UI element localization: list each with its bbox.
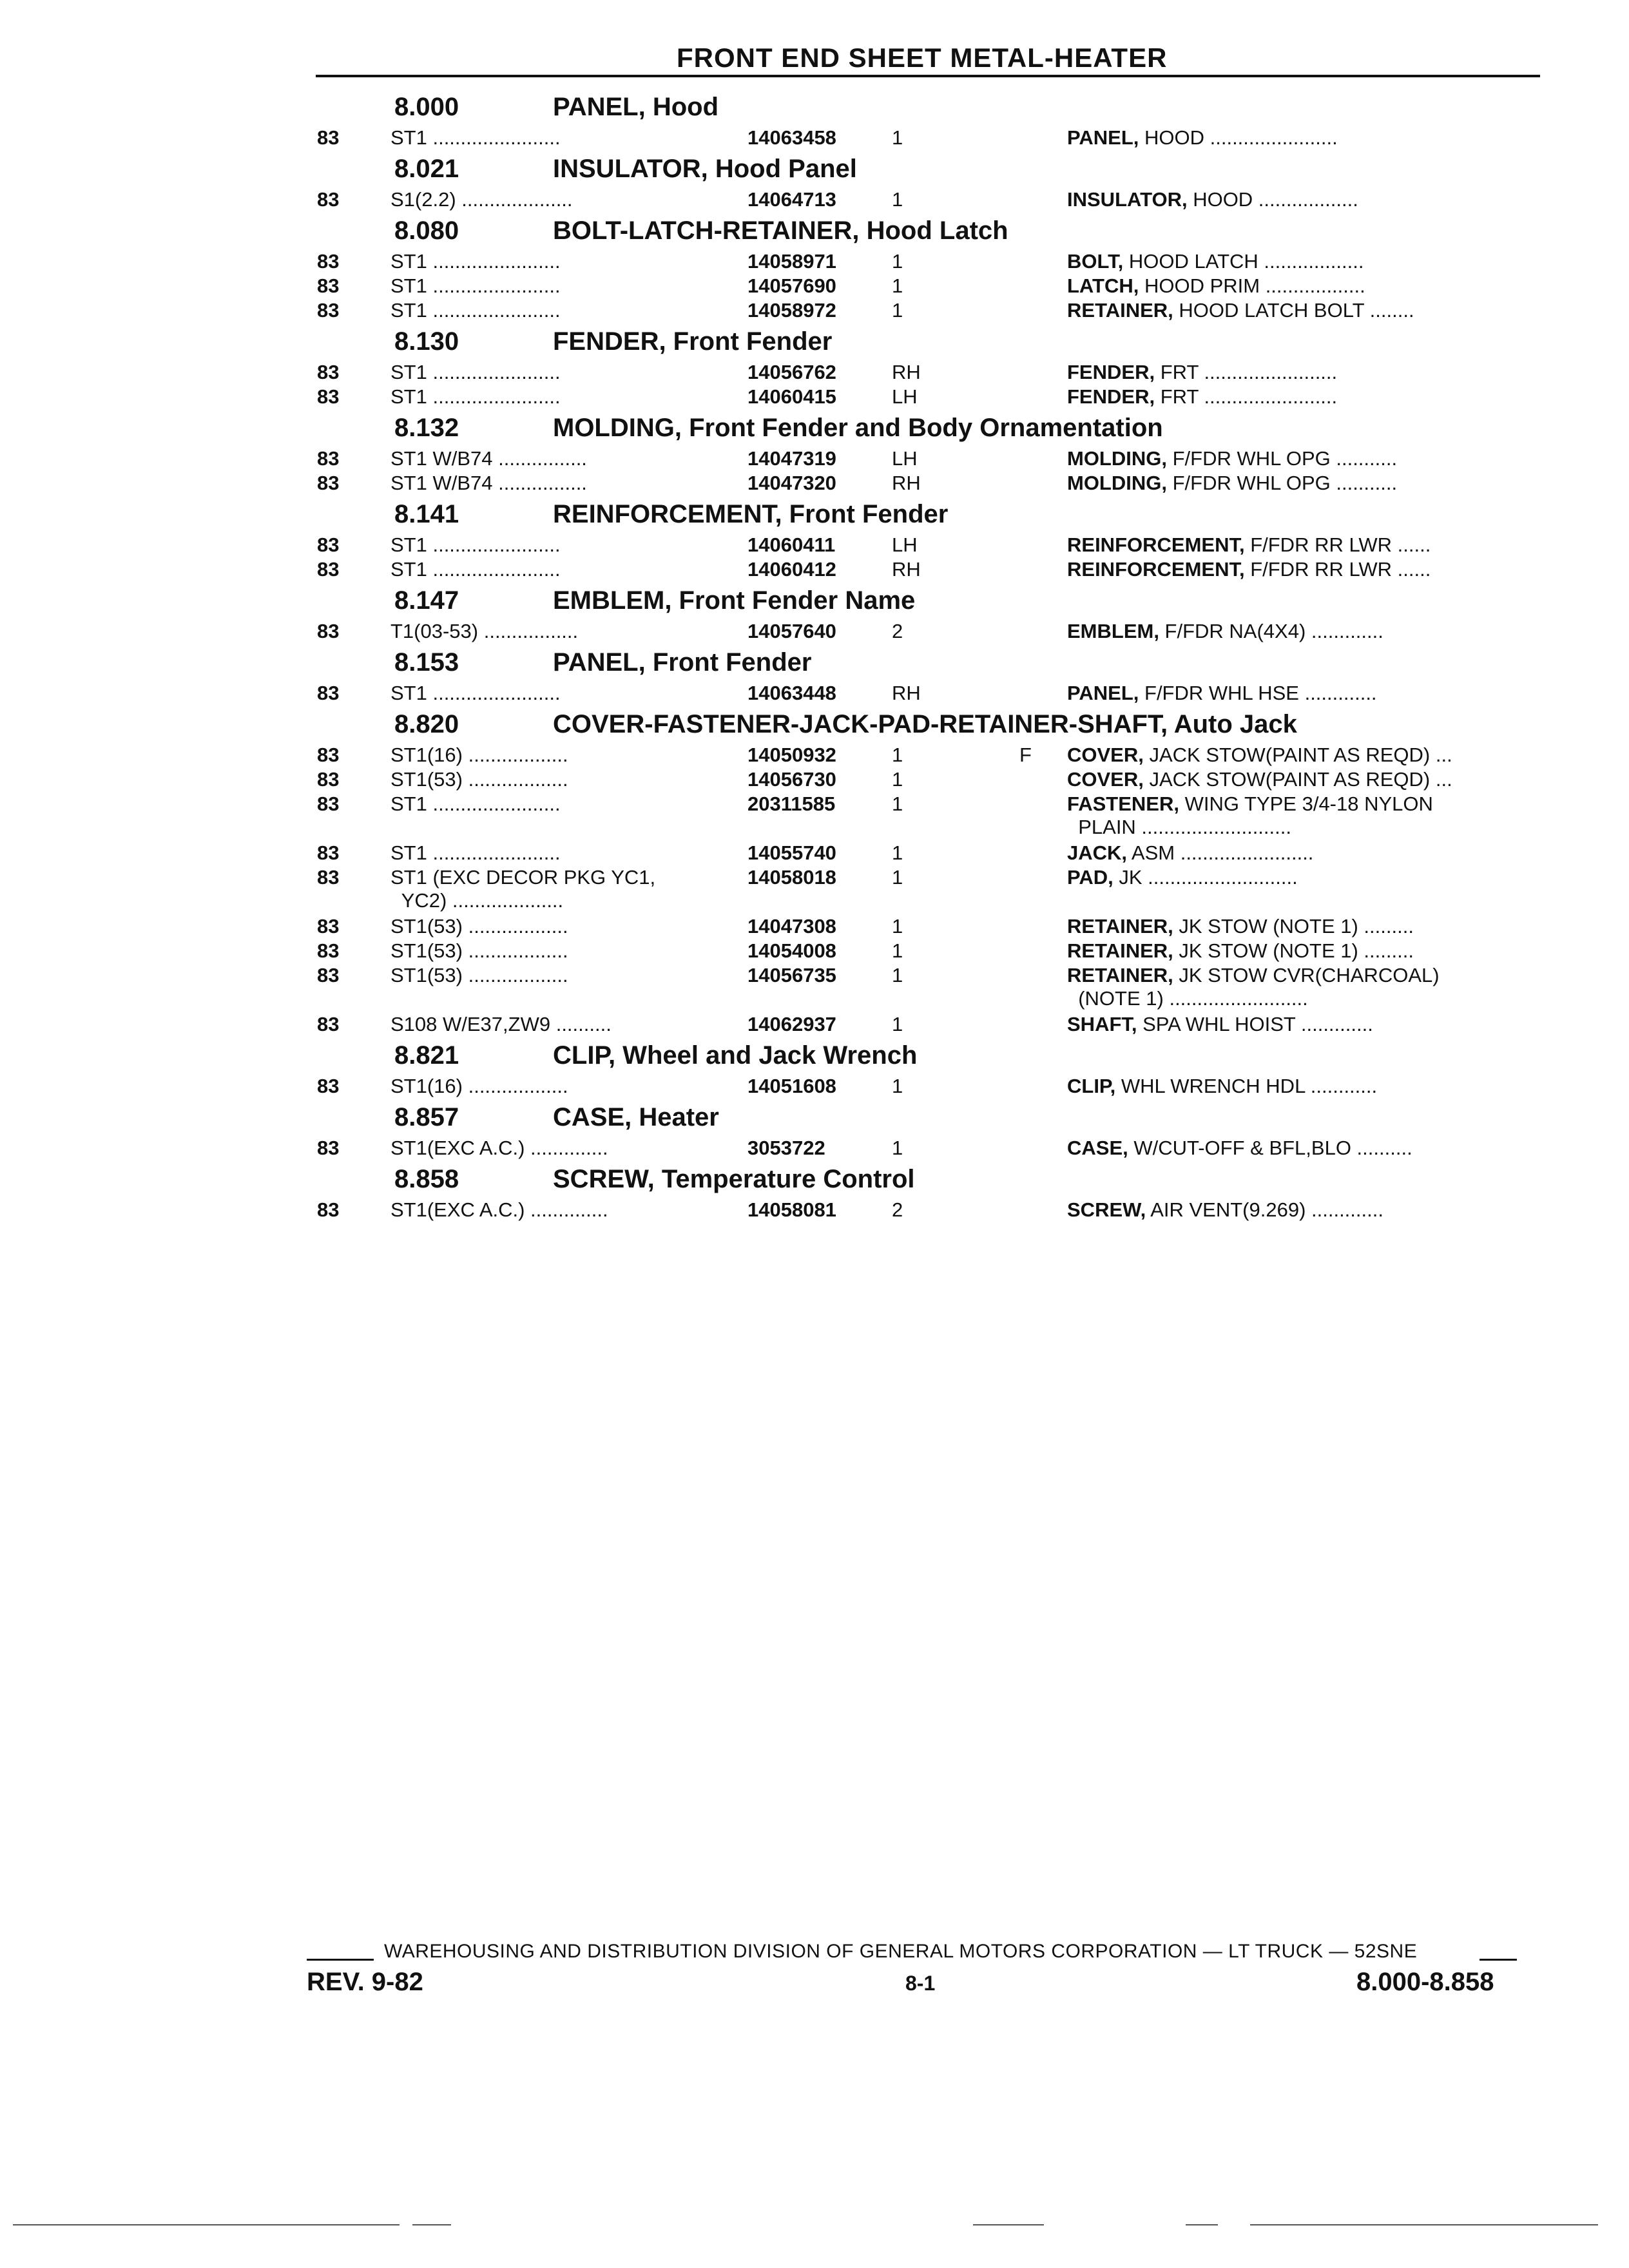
footer-rule-left <box>307 1959 374 1961</box>
description-detail: JK ........................... <box>1113 866 1298 889</box>
description-noun: PANEL, <box>1067 126 1139 149</box>
part-number: 14063448 <box>747 682 836 704</box>
description-detail: F/FDR WHL HSE ............. <box>1139 682 1377 704</box>
catalog-section <box>0 1036 1629 1098</box>
description-noun: SCREW, <box>1067 1198 1146 1221</box>
part-number: 14060412 <box>747 558 836 581</box>
header-rule <box>316 75 1540 77</box>
section-heading <box>0 88 1629 125</box>
quantity: 2 <box>892 620 903 642</box>
description-noun: FENDER, <box>1067 385 1155 408</box>
parts-row <box>0 298 1629 322</box>
part-description <box>1067 866 1531 889</box>
part-description <box>1067 1137 1531 1160</box>
quantity: 1 <box>892 964 903 986</box>
usage-code: ST1 ....................... <box>390 533 561 556</box>
catalog-section <box>0 149 1629 211</box>
part-number: 14050932 <box>747 744 836 766</box>
parts-row <box>0 767 1629 791</box>
model-year: 83 <box>317 1013 340 1035</box>
section-title: EMBLEM, Front Fender Name <box>553 586 916 615</box>
description-noun: MOLDING, <box>1067 472 1167 494</box>
quantity: 1 <box>892 1137 903 1159</box>
quantity: 1 <box>892 188 903 211</box>
part-description <box>1067 299 1531 322</box>
parts-row <box>0 914 1629 938</box>
section-number: 8.821 <box>394 1041 459 1070</box>
quantity: 1 <box>892 1075 903 1097</box>
description-detail: ASM ........................ <box>1127 841 1314 864</box>
description-detail: F/FDR NA(4X4) ............. <box>1159 620 1383 642</box>
model-year: 83 <box>317 1137 340 1159</box>
part-number: 14047308 <box>747 915 836 937</box>
description-noun: EMBLEM, <box>1067 620 1159 642</box>
description-detail: HOOD ....................... <box>1139 126 1338 149</box>
part-number: 14054008 <box>747 939 836 962</box>
part-number: 14047320 <box>747 472 836 494</box>
part-number: 14056730 <box>747 768 836 791</box>
part-number: 14063458 <box>747 126 836 149</box>
section-title: CASE, Heater <box>553 1103 719 1131</box>
section-heading <box>0 322 1629 360</box>
model-year: 83 <box>317 472 340 494</box>
part-description <box>1067 558 1531 581</box>
usage-code: ST1(53) .................. <box>390 964 568 986</box>
usage-code: ST1(16) .................. <box>390 744 568 766</box>
description-detail: HOOD PRIM .................. <box>1139 274 1365 297</box>
parts-row <box>0 384 1629 408</box>
parts-row <box>0 446 1629 470</box>
description-detail: JACK STOW(PAINT AS REQD) ... <box>1143 744 1452 766</box>
description-noun: RETAINER, <box>1067 939 1173 962</box>
catalog-section <box>0 581 1629 643</box>
description-noun: JACK, <box>1067 841 1128 864</box>
part-description <box>1067 768 1531 791</box>
quantity: 1 <box>892 274 903 297</box>
quantity: 1 <box>892 126 903 149</box>
description-detail: HOOD LATCH BOLT ........ <box>1173 299 1414 322</box>
usage-code: ST1 ....................... <box>390 385 561 408</box>
description-detail: SPA WHL HOIST ............. <box>1137 1013 1373 1035</box>
model-year: 83 <box>317 1075 340 1097</box>
usage-code: ST1(53) .................. <box>390 915 568 937</box>
scan-artifact-line <box>973 2224 1044 2225</box>
description-noun: REINFORCEMENT, <box>1067 533 1245 556</box>
part-description <box>1067 744 1531 767</box>
footer-rule-right <box>1480 1959 1517 1961</box>
part-number: 14058972 <box>747 299 836 322</box>
parts-row <box>0 742 1629 767</box>
parts-row <box>0 273 1629 298</box>
description-noun: CASE, <box>1067 1137 1128 1159</box>
section-number: 8.132 <box>394 414 459 442</box>
page-number: 8-1 <box>905 1972 936 1995</box>
description-detail: JK STOW CVR(CHARCOAL) (NOTE 1) ......................... <box>1078 964 1440 1010</box>
usage-code: ST1(EXC A.C.) .............. <box>390 1198 608 1221</box>
parts-row <box>0 470 1629 495</box>
model-year: 83 <box>317 299 340 322</box>
description-detail: JACK STOW(PAINT AS REQD) ... <box>1143 768 1452 791</box>
part-description <box>1067 793 1531 839</box>
catalog-section <box>0 408 1629 495</box>
catalog-section <box>0 211 1629 322</box>
section-title: MOLDING, Front Fender and Body Ornamentation <box>553 414 1163 442</box>
catalog-section <box>0 88 1629 149</box>
usage-code: ST1 ....................... <box>390 558 561 581</box>
description-detail: JK STOW (NOTE 1) ......... <box>1173 939 1414 962</box>
section-heading <box>0 149 1629 187</box>
section-title: BOLT-LATCH-RETAINER, Hood Latch <box>553 216 1008 245</box>
section-title: COVER-FASTENER-JACK-PAD-RETAINER-SHAFT, Auto Jack <box>553 710 1297 738</box>
part-number: 14047319 <box>747 447 836 470</box>
section-title: PANEL, Hood <box>553 93 719 121</box>
part-description <box>1067 620 1531 643</box>
usage-code: ST1 ....................... <box>390 274 561 297</box>
parts-row <box>0 532 1629 557</box>
part-number: 14060415 <box>747 385 836 408</box>
catalog-section <box>0 322 1629 408</box>
section-heading <box>0 408 1629 446</box>
description-detail: AIR VENT(9.269) ............. <box>1146 1198 1383 1221</box>
model-year: 83 <box>317 939 340 962</box>
parts-catalog <box>0 88 1629 1222</box>
section-heading <box>0 495 1629 532</box>
section-title: REINFORCEMENT, Front Fender <box>553 500 949 528</box>
part-description <box>1067 361 1531 384</box>
description-noun: LATCH, <box>1067 274 1139 297</box>
usage-code: ST1 ....................... <box>390 126 561 149</box>
usage-code: ST1(EXC A.C.) .............. <box>390 1137 608 1159</box>
model-year: 83 <box>317 250 340 273</box>
description-detail: F/FDR WHL OPG ........... <box>1167 447 1398 470</box>
part-number: 14057690 <box>747 274 836 297</box>
parts-row <box>0 557 1629 581</box>
usage-code: ST1 W/B74 ................ <box>390 472 587 494</box>
description-noun: RETAINER, <box>1067 299 1173 322</box>
part-number: 14058081 <box>747 1198 836 1221</box>
scan-artifact-line <box>1250 2224 1598 2225</box>
part-description <box>1067 447 1531 470</box>
model-year: 83 <box>317 361 340 383</box>
catalog-section <box>0 495 1629 581</box>
description-noun: FENDER, <box>1067 361 1155 383</box>
catalog-section <box>0 643 1629 705</box>
model-year: 83 <box>317 274 340 297</box>
model-year: 83 <box>317 558 340 581</box>
footer-organization: WAREHOUSING AND DISTRIBUTION DIVISION OF GENERAL MOTORS CORPORATION — LT TRUCK — 52SNE <box>384 1941 1418 1962</box>
quantity: 1 <box>892 793 903 815</box>
usage-code: ST1 ....................... <box>390 361 561 383</box>
section-number: 8.141 <box>394 500 459 528</box>
parts-row <box>0 187 1629 211</box>
usage-code: ST1(16) .................. <box>390 1075 568 1097</box>
part-description <box>1067 250 1531 273</box>
quantity: RH <box>892 682 921 704</box>
part-number: 14062937 <box>747 1013 836 1035</box>
model-year: 83 <box>317 1198 340 1221</box>
model-year: 83 <box>317 620 340 642</box>
description-detail: F/FDR WHL OPG ........... <box>1167 472 1398 494</box>
part-description <box>1067 964 1531 1010</box>
parts-row <box>0 791 1629 840</box>
quantity: 1 <box>892 768 903 791</box>
part-number: 14057640 <box>747 620 836 642</box>
revision-label: REV. 9-82 <box>307 1968 423 1996</box>
model-year: 83 <box>317 841 340 864</box>
parts-row <box>0 619 1629 643</box>
description-noun: FASTENER, <box>1067 793 1179 815</box>
description-detail: F/FDR RR LWR ...... <box>1244 533 1431 556</box>
quantity: RH <box>892 472 921 494</box>
part-number: 14060411 <box>747 533 836 556</box>
part-description <box>1067 1075 1531 1098</box>
description-detail: HOOD LATCH .................. <box>1123 250 1364 273</box>
usage-code: S108 W/E37,ZW9 .......... <box>390 1013 612 1035</box>
description-noun: RETAINER, <box>1067 964 1173 986</box>
part-description <box>1067 915 1531 938</box>
scan-artifact-line <box>1186 2224 1218 2225</box>
section-number: 8.820 <box>394 710 459 738</box>
parts-row <box>0 360 1629 384</box>
part-description <box>1067 274 1531 298</box>
part-number: 14056735 <box>747 964 836 986</box>
model-year: 83 <box>317 533 340 556</box>
parts-row <box>0 1073 1629 1098</box>
part-number: 14051608 <box>747 1075 836 1097</box>
quantity: 1 <box>892 866 903 889</box>
usage-code: ST1(53) .................. <box>390 939 568 962</box>
usage-code: ST1 (EXC DECOR PKG YC1, YC2) .................... <box>390 866 656 912</box>
description-noun: BOLT, <box>1067 250 1124 273</box>
description-detail: FRT ........................ <box>1155 361 1338 383</box>
catalog-section <box>0 705 1629 1036</box>
model-year: 83 <box>317 866 340 889</box>
quantity: 1 <box>892 1013 903 1035</box>
section-range: 8.000-8.858 <box>1356 1968 1494 1996</box>
part-number: 14056762 <box>747 361 836 383</box>
model-year: 83 <box>317 793 340 815</box>
parts-row <box>0 963 1629 1012</box>
section-title: FENDER, Front Fender <box>553 327 833 356</box>
quantity: 1 <box>892 299 903 322</box>
part-description <box>1067 939 1531 963</box>
quantity: LH <box>892 533 918 556</box>
section-title: PANEL, Front Fender <box>553 648 812 677</box>
usage-code: T1(03-53) ................. <box>390 620 579 642</box>
section-number: 8.000 <box>394 93 459 121</box>
description-detail: HOOD .................. <box>1187 188 1358 211</box>
parts-row <box>0 865 1629 914</box>
section-title: SCREW, Temperature Control <box>553 1165 915 1193</box>
part-description <box>1067 126 1531 149</box>
section-heading <box>0 1036 1629 1073</box>
parts-row <box>0 938 1629 963</box>
description-noun: MOLDING, <box>1067 447 1167 470</box>
part-description <box>1067 682 1531 705</box>
part-description <box>1067 1198 1531 1222</box>
quantity: 1 <box>892 744 903 766</box>
quantity: 1 <box>892 250 903 273</box>
part-number: 14055740 <box>747 841 836 864</box>
part-description <box>1067 1013 1531 1036</box>
model-year: 83 <box>317 682 340 704</box>
description-detail: WHL WRENCH HDL ............ <box>1115 1075 1378 1097</box>
description-detail: WING TYPE 3/4-18 NYLON PLAIN ........................... <box>1078 793 1433 838</box>
section-number: 8.021 <box>394 155 459 183</box>
model-year: 83 <box>317 126 340 149</box>
part-number: 3053722 <box>747 1137 825 1159</box>
parts-row <box>0 1012 1629 1036</box>
usage-code: ST1 ....................... <box>390 793 561 815</box>
scan-artifact-line <box>13 2224 400 2225</box>
usage-code: ST1 W/B74 ................ <box>390 447 587 470</box>
section-title: CLIP, Wheel and Jack Wrench <box>553 1041 918 1070</box>
page-title: FRONT END SHEET METAL-HEATER <box>677 43 1168 73</box>
part-description <box>1067 188 1531 211</box>
quantity: 1 <box>892 841 903 864</box>
parts-row <box>0 125 1629 149</box>
usage-code: ST1(53) .................. <box>390 768 568 791</box>
quantity: 1 <box>892 915 903 937</box>
parts-row <box>0 840 1629 865</box>
description-detail: W/CUT-OFF & BFL,BLO .......... <box>1128 1137 1412 1159</box>
scan-artifact-line <box>412 2224 451 2225</box>
section-number: 8.153 <box>394 648 459 677</box>
section-heading <box>0 1160 1629 1197</box>
parts-row <box>0 1197 1629 1222</box>
section-heading <box>0 705 1629 742</box>
section-heading <box>0 1098 1629 1135</box>
quantity: 2 <box>892 1198 903 1221</box>
quantity: 1 <box>892 939 903 962</box>
usage-code: ST1 ....................... <box>390 299 561 322</box>
usage-code: ST1 ....................... <box>390 250 561 273</box>
section-number: 8.080 <box>394 216 459 245</box>
description-noun: PAD, <box>1067 866 1113 889</box>
section-title: INSULATOR, Hood Panel <box>553 155 857 183</box>
part-description <box>1067 533 1531 557</box>
model-year: 83 <box>317 915 340 937</box>
description-noun: PANEL, <box>1067 682 1139 704</box>
section-heading <box>0 211 1629 249</box>
description-detail: JK STOW (NOTE 1) ......... <box>1173 915 1414 937</box>
model-year: 83 <box>317 768 340 791</box>
section-number: 8.130 <box>394 327 459 356</box>
quantity: RH <box>892 558 921 581</box>
section-number: 8.857 <box>394 1103 459 1131</box>
usage-code: S1(2.2) .................... <box>390 188 573 211</box>
quantity: LH <box>892 385 918 408</box>
quantity: RH <box>892 361 921 383</box>
description-noun: COVER, <box>1067 744 1144 766</box>
section-heading <box>0 643 1629 680</box>
usage-code: ST1 ....................... <box>390 841 561 864</box>
parts-row <box>0 680 1629 705</box>
part-number: 14064713 <box>747 188 836 211</box>
quantity: LH <box>892 447 918 470</box>
part-number: 14058971 <box>747 250 836 273</box>
description-noun: RETAINER, <box>1067 915 1173 937</box>
part-number: 20311585 <box>747 793 836 815</box>
part-description <box>1067 385 1531 408</box>
section-heading <box>0 581 1629 619</box>
catalog-section <box>0 1098 1629 1160</box>
description-detail: F/FDR RR LWR ...... <box>1244 558 1431 581</box>
part-description <box>1067 472 1531 495</box>
description-noun: INSULATOR, <box>1067 188 1188 211</box>
catalog-section <box>0 1160 1629 1222</box>
part-description <box>1067 841 1531 865</box>
section-number: 8.858 <box>394 1165 459 1193</box>
description-noun: SHAFT, <box>1067 1013 1137 1035</box>
model-year: 83 <box>317 744 340 766</box>
model-year: 83 <box>317 385 340 408</box>
model-year: 83 <box>317 188 340 211</box>
row-flag: F <box>1019 744 1032 766</box>
description-noun: REINFORCEMENT, <box>1067 558 1245 581</box>
description-noun: COVER, <box>1067 768 1144 791</box>
description-noun: CLIP, <box>1067 1075 1116 1097</box>
parts-row <box>0 249 1629 273</box>
usage-code: ST1 ....................... <box>390 682 561 704</box>
model-year: 83 <box>317 447 340 470</box>
part-number: 14058018 <box>747 866 836 889</box>
model-year: 83 <box>317 964 340 986</box>
section-number: 8.147 <box>394 586 459 615</box>
parts-row <box>0 1135 1629 1160</box>
description-detail: FRT ........................ <box>1155 385 1338 408</box>
